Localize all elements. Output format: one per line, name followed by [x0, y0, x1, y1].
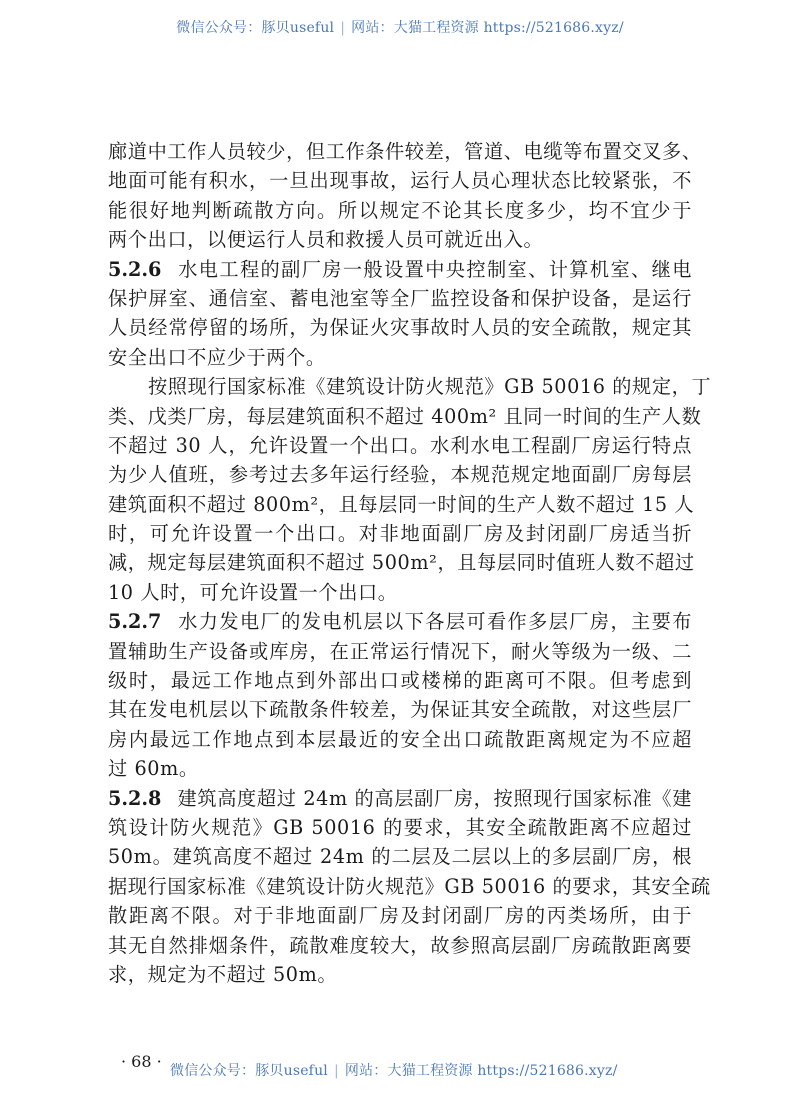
text-line: 散距离不限。对于非地面副厂房及封闭副厂房的丙类场所，由于: [108, 904, 692, 928]
watermark-wechat: 微信公众号：豚贝useful: [176, 20, 335, 36]
paragraph-5-2-8: [108, 784, 711, 990]
text-line: 求，规定为不超过 50m。: [108, 962, 338, 986]
text-line: 其在发电机层以下疏散条件较差，为保证其安全疏散，对这些层厂: [108, 698, 692, 722]
document-page: [108, 137, 712, 989]
paragraph-continuation: [108, 137, 702, 255]
text-line: [108, 255, 692, 284]
text-line: 50m。建筑高度不超过 24m 的二层及二层以上的多层副厂房，根: [108, 845, 692, 869]
text-line: 人员经常停留的场所，为保证火灾事故时人员的安全疏散，规定其: [108, 316, 692, 340]
paragraph-5-2-6-explanation: [108, 372, 712, 607]
page-number: · 68 ·: [121, 1052, 162, 1071]
text-line: [108, 784, 692, 813]
text-line: 筑设计防火规范》GB 50016 的要求，其安全疏散距离不应超过: [108, 815, 692, 839]
text-line: 地面可能有积水，一旦出现事故，运行人员心理状态比较紧张，不: [108, 169, 692, 193]
text-line: 两个出口，以便运行人员和救援人员可就近出入。: [108, 228, 544, 252]
watermark-footer: [170, 1060, 618, 1080]
section-text: 水电工程的副厂房一般设置中央控制室、计算机室、继电: [177, 257, 692, 281]
watermark-header: [0, 17, 800, 37]
text-line: 减，规定每层建筑面积不超过 500m²，且每层同时值班人数不超过: [108, 551, 695, 575]
paragraph-5-2-6: [108, 255, 692, 373]
section-text: 建筑高度超过 24m 的高层副厂房，按照现行国家标准《建: [177, 786, 692, 810]
section-number: 5.2.8: [108, 786, 162, 810]
text-line: 建筑面积不超过 800m²，且每层同一时间的生产人数不超过 15 人: [108, 492, 695, 516]
text-line: 时，可允许设置一个出口。对非地面副厂房及封闭副厂房适当折: [108, 522, 692, 546]
text-line: [108, 607, 692, 636]
text-line: 廊道中工作人员较少，但工作条件较差，管道、电缆等布置交叉多、: [108, 140, 702, 163]
text-line: 保护屏室、通信室、蓄电池室等全厂监控设备和保护设备，是运行: [108, 286, 692, 310]
watermark-site: 网站：大猫工程资源 https://521686.xyz/: [344, 1063, 618, 1079]
section-text: 水力发电厂的发电机层以下各层可看作多层厂房，主要布: [177, 610, 692, 634]
text-line: 不超过 30 人，允许设置一个出口。水利水电工程副厂房运行特点: [108, 433, 692, 457]
watermark-site: 网站：大猫工程资源 https://521686.xyz/: [351, 20, 624, 36]
text-line: 过 60m。: [108, 757, 199, 781]
text-line: 置辅助生产设备或库房，在正常运行情况下，耐火等级为一级、二: [108, 639, 692, 663]
text-line: 安全出口不应少于两个。: [108, 345, 326, 369]
text-line: 类、戊类厂房，每层建筑面积不超过 400m² 且同一时间的生产人数: [108, 404, 702, 428]
paragraph-5-2-7: [108, 607, 692, 783]
text-line: 10 人时，可允许设置一个出口。: [108, 580, 398, 604]
text-line: 能很好地判断疏散方向。所以规定不论其长度多少，均不宜少于: [108, 198, 692, 222]
text-line: 据现行国家标准《建筑设计防火规范》GB 50016 的要求，其安全疏: [108, 874, 711, 898]
section-number: 5.2.7: [108, 610, 162, 634]
text-line: 按照现行国家标准《建筑设计防火规范》GB 50016 的规定，丁: [148, 375, 712, 399]
section-number: 5.2.6: [108, 257, 162, 281]
watermark-wechat: 微信公众号：豚贝useful: [170, 1063, 328, 1079]
text-line: 为少人值班，参考过去多年运行经验，本规范规定地面副厂房每层: [108, 463, 692, 487]
text-line: 房内最远工作地点到本层最近的安全出口疏散距离规定为不应超: [108, 727, 692, 751]
text-line: 其无自然排烟条件，疏散难度较大，故参照高层副厂房疏散距离要: [108, 933, 692, 957]
watermark-separator: |: [340, 20, 346, 36]
watermark-separator: |: [333, 1063, 339, 1079]
text-line: 级时，最远工作地点到外部出口或楼梯的距离可不限。但考虑到: [108, 669, 692, 693]
